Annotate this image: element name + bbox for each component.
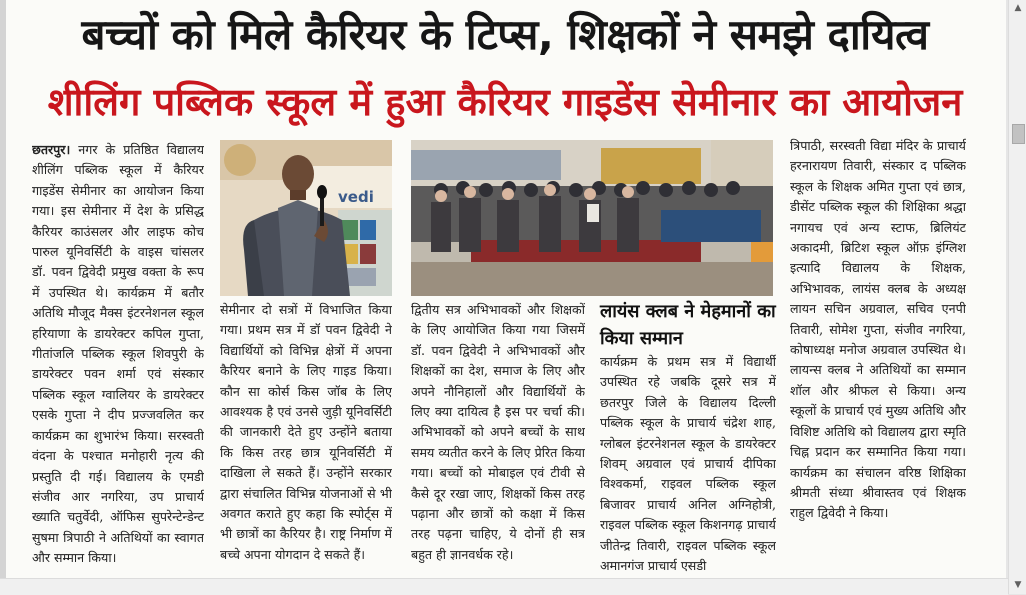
column-4-text: कार्यक्रम के प्रथम सत्र में विद्यार्थी उपस्थित रहे जबकि दूसरे सत्र में छतरपुर जिले के विद्यालय दिल्ली पब्लिक स्कूल के प्राचार्य चंद्रेश शाह, ग्लोबल इंटरनेशनल स्कूल के डायरेक्टर शिवम् अग्रवाल एवं प्राचार्य दीपिका विश्वकर्मा, राइवल पब्लिक स्कूल बिजावर प्राचार्य अनिल अग्निहोत्री, राइवल पब्लिक स्कूल किशनगढ़ प्राचार्य जीतेन्द्र तिवारी, राइवल पब्लिक स्कूल अमानगंज प्राचार्य एसडी: [600, 354, 776, 574]
scrollbar-thumb[interactable]: [1012, 124, 1025, 144]
scroll-up-icon[interactable]: ▲: [1014, 3, 1022, 13]
column-1-text: नगर के प्रतिष्ठित विद्यालय शीलिंग पब्लिक स्कूल में कैरियर गाइडेंस सेमीनार का आयोजन किया गया। इस सेमीनार में देश के प्रसिद्ध कैरियर काउंसलर और लाइफ कोच पारुल यूनिवर्सिटी के वाइस चांसलर डॉ. पवन द्विवेदी प्रमुख वक्ता के रूप में उपस्थित थे। कार्यक्रम में बतौर अतिथि मौजूद मैक्स इंटरनेशनल स्कूल हरियाणा के डायरेक्टर कपिल गुप्ता, गीतांजलि पब्लिक स्कूल शिवपुरी के डायरेक्टर पवन शर्मा एवं संस्कार पब्लिक स्कूल ग्वालियर के डायरेक्टर एसके गुप्ता ने दीप प्रज्जवलित कर कार्यक्रम का शुभारंभ किया। सरस्वती वंदना के पश्चात मनोहारी नृत्य की प्रस्तुति दी गई। विद्यालय के एमडी संजीव आर नगरिया, उप प्राचार्य ख्याति चतुर्वेदी, ऑफिस सुपरेन्टेन्डेन्ट सुषमा त्रिपाठी ने अतिथियों का स्वागत और सम्मान किया।: [32, 142, 204, 566]
column-5-text: त्रिपाठी, सरस्वती विद्या मंदिर के प्राचार्य हरनारायण तिवारी, संस्कार द पब्लिक स्कूल के शिक्षक अमित गुप्ता एवं छात्र, डीसेंट पब्लिक स्कूल की शिक्षिका श्रद्धा नगायच एवं अन्य स्टाफ, ब्रिलियंट अकादमी, ब्रिटिश स्कूल ऑफ़ इंग्लिश इत्यादि विद्यालय के शिक्षक, अभिभावक, लायंस क्लब के अध्यक्ष लायन सचिन अग्रवाल, सचिव एनपी तिवारी, सोमेश गुप्ता, संजीव नगरिया, कोषाध्यक्ष मनोज अग्रवाल उपस्थित थे। लायन्स क्लब ने अतिथियों का सम्मान शॉल और श्रीफल से किया। अन्य स्कूलों के प्राचार्य एवं मुख्य अतिथि और विशिष्ट अतिथि को विद्यालय द्वारा स्मृति चिह्न प्रदान कर सम्मानित किया गया। कार्यक्रम का संचालन वरिष्ठ शिक्षिका श्रीमती संध्या श्रीवास्तव एवं शिक्षक राहुल द्विवेदी ने किया।: [790, 138, 966, 521]
audience-photo: [411, 140, 773, 296]
article-column-4: [600, 352, 776, 576]
dateline: छतरपुर।: [32, 142, 71, 157]
article-column-5: [790, 136, 966, 576]
sub-headline: शीलिंग पब्लिक स्कूल में हुआ कैरियर गाइडेंस सेमीनार का आयोजन: [47, 80, 963, 124]
scroll-down-icon[interactable]: ▼: [1014, 580, 1022, 590]
main-headline: बच्चों को मिले कैरियर के टिप्स, शिक्षकों ने समझे दायित्व: [81, 10, 929, 59]
left-margin-bar: [0, 0, 6, 578]
column-3-text: द्वितीय सत्र अभिभावकों और शिक्षकों के लिए आयोजित किया गया जिसमें डॉ. पवन द्विवेदी ने अभिभावकों और शिक्षकों का देश, समाज के लिए और अपने नौनिहालों और विद्यार्थियों के लिए क्या दायित्व है इस पर चर्चा की। अभिभावकों को अपने बच्चों के साथ समय व्यतीत करने के लिए प्रेरित किया गया। बच्चों को मोबाइल एवं टीवी से कैसे दूर रखा जाए, शिक्षकों किस तरह पढ़ाना और छात्रों को कक्षा में किस तरह पढ़ना चाहिए, ये दोनों ही सत्र बहुत ही ज्ञानवर्धक रहे।: [411, 302, 585, 562]
horizontal-scrollbar[interactable]: [0, 578, 1008, 595]
vertical-scrollbar[interactable]: [1008, 0, 1026, 594]
article-column-2: [220, 300, 392, 576]
banner-text: vedi: [338, 188, 374, 206]
article-column-3: [411, 300, 585, 576]
article-column-1: [32, 140, 204, 576]
speaker-photo: [220, 140, 392, 296]
column-2-text: सेमीनार दो सत्रों में विभाजित किया गया। प्रथम सत्र में डॉ पवन द्विवेदी ने विद्यार्थियों को विभिन्न क्षेत्रों में अपना कैरियर बनाने के लिए गाइड किया। कौन सा कोर्स किस जॉब के लिए आवश्यक है एवं उनसे जुड़ी यूनिवर्सिटी की जानकारी देते हुए उन्होंने बताया कि किस तरह छात्र यूनिवर्सिटी में दाखिला ले सकते हैं। उन्होंने सरकार द्वारा संचालित विभिन्न योजनाओं से भी अवगत कराते हुए कहा कि स्पोर्ट्स में भी छात्रों का कैरियर है। राष्ट्र निर्माण में बच्चे अपना योगदान दे सकते हैं।: [220, 302, 392, 562]
section-subhead: लायंस क्लब ने मेहमानों का किया सम्मान: [600, 301, 776, 349]
